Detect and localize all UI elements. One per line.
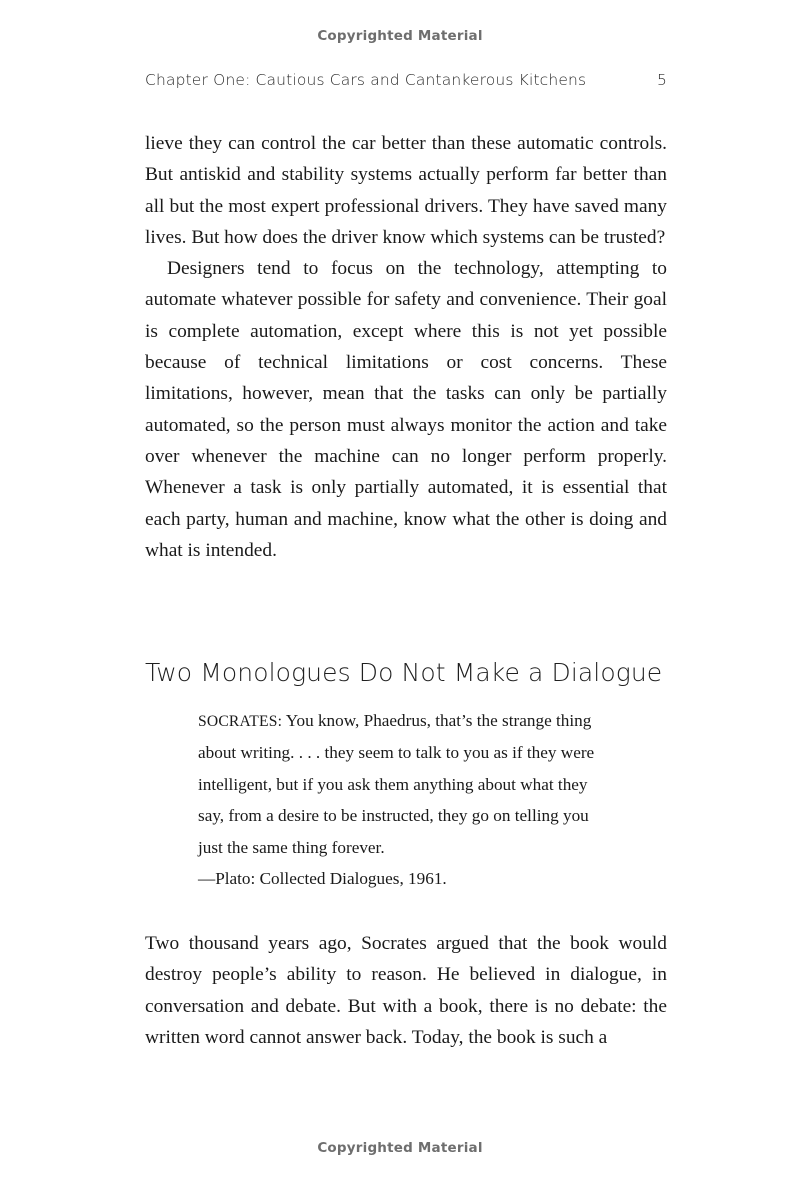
body-paragraph-continued: lieve they can control the car better than these automatic controls. But antiskid and stability systems actually perform far better than all but the most expert professional drivers. They have saved many lives. But how does the driver know which systems can be trusted? [145, 133, 667, 248]
closing-paragraph: Two thousand years ago, Socrates argued that the book would destroy people’s ability to reason. He believed in dialogue, in conversation and debate. But with a book, there is no debate: the written word cannot answer back. Today, the book is such a [145, 933, 667, 1048]
page-number: 5 [656, 71, 667, 89]
copyright-watermark-bottom: Copyrighted Material [317, 1140, 483, 1156]
running-head [145, 71, 667, 89]
block-quote-text [198, 705, 616, 863]
quote-attribution: —Plato: Collected Dialogues, 1961. [198, 869, 447, 889]
quote-speaker-label: SOCRATES: [198, 713, 283, 730]
body-text-column [145, 128, 667, 566]
quote-body-text: You know, Phaedrus, that’s the strange thing about writing. . . . they seem to talk to you as if they were intelligent, but if you ask them anything about what they say, from a desire to be instructed, they go on telling you just the same thing forever. [198, 711, 595, 857]
body-paragraph-designers: Designers tend to focus on the technology, attempting to automate whatever possible for safety and convenience. Their goal is complete automation, except where this is not yet possible because of technical limitations or cost concerns. These limitations, however, mean that the tasks can only be partially automated, so the person must always monitor the action and take over whenever the machine can no longer perform properly. Whenever a task is only partially automated, it is essential that each party, human and machine, know what the other is doing and what is intended. [145, 258, 667, 561]
block-quote [198, 705, 616, 894]
closing-text-column [145, 928, 667, 1053]
copyright-watermark-top: Copyrighted Material [317, 28, 483, 44]
running-head-chapter-title: Chapter One: Cautious Cars and Cantankerous Kitchens [145, 71, 587, 89]
section-heading: Two Monologues Do Not Make a Dialogue [145, 658, 663, 687]
